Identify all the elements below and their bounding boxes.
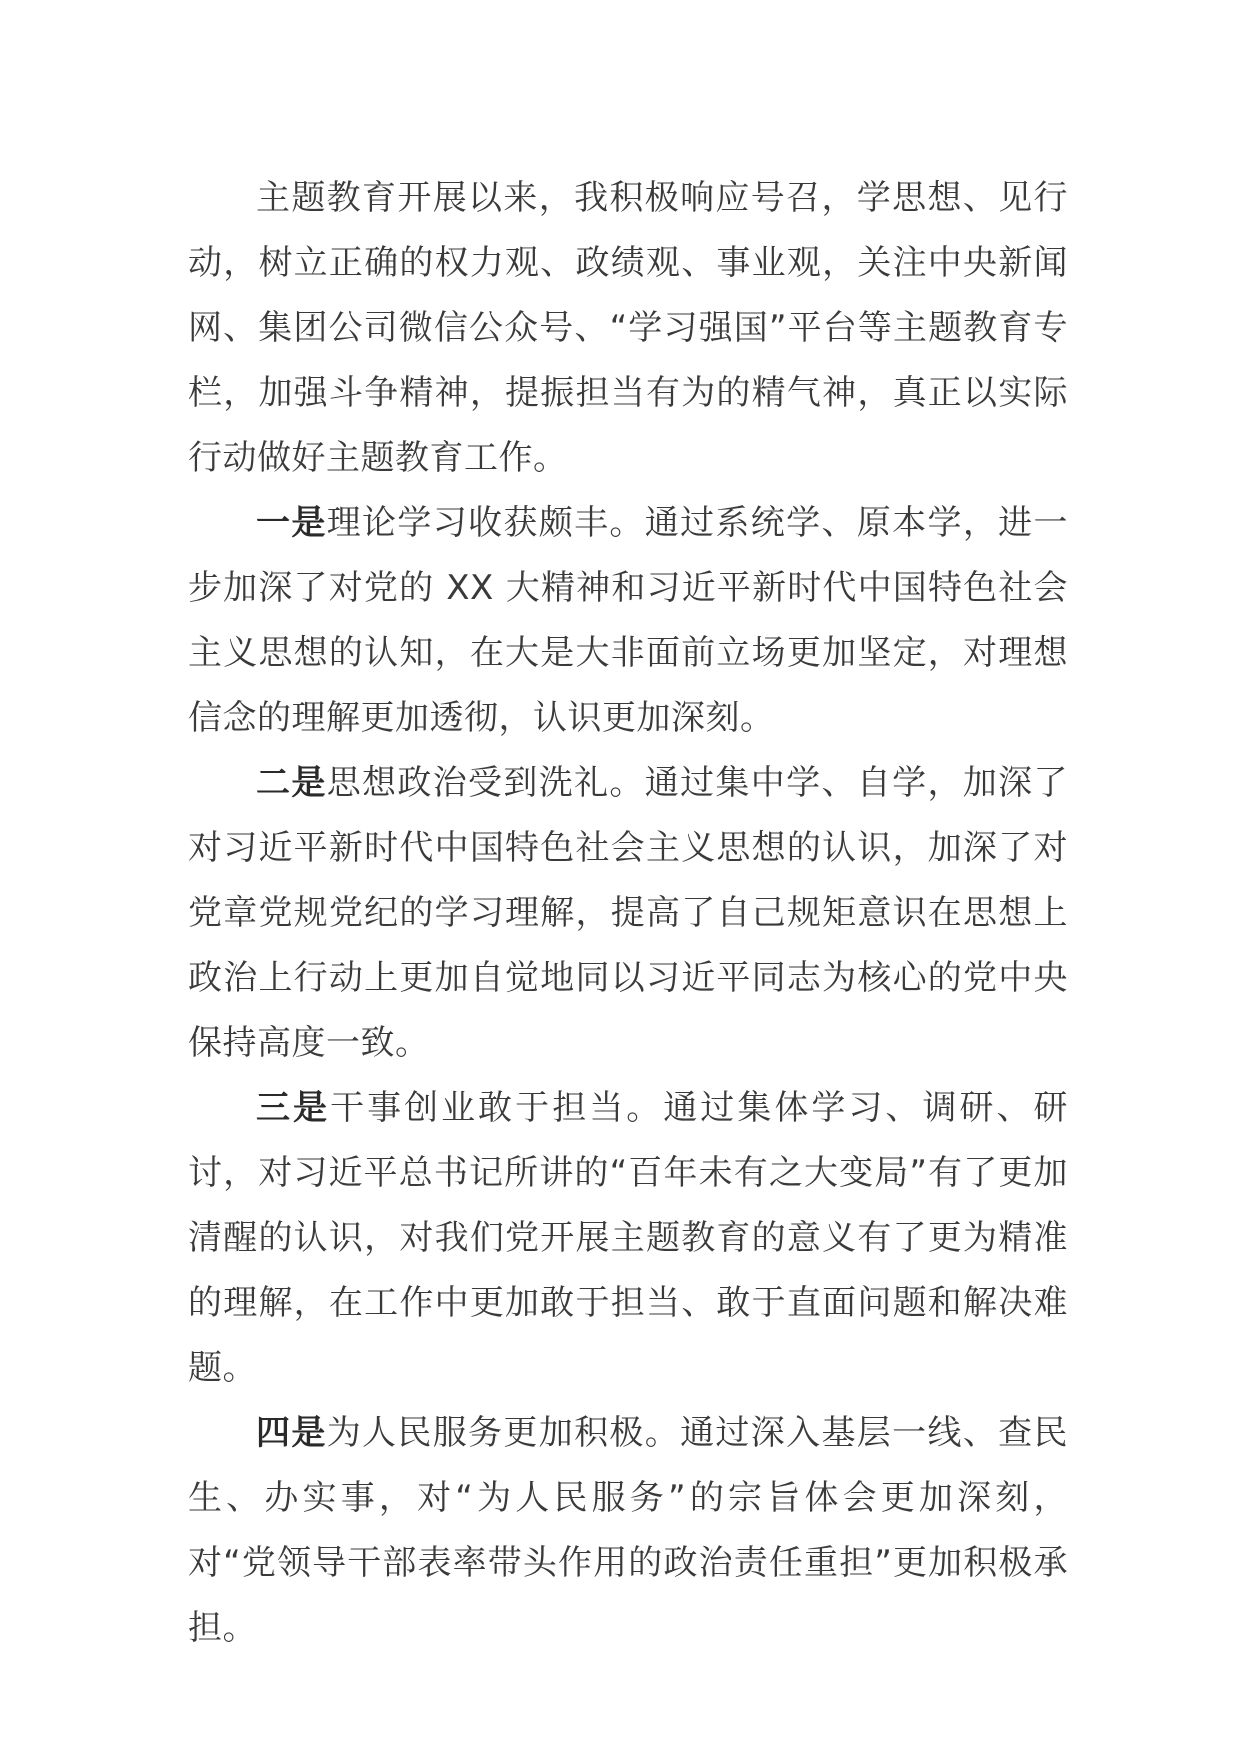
paragraph-point-two — [188, 751, 1068, 1076]
paragraph-text: 主题教育开展以来，我积极响应号召，学思想、见行动，树立正确的权力观、政绩观、事业观，关注中央新闻网、集团公司微信公众号、“学习强国”平台等主题教育专栏，加强斗争精神，提振担当有为的精气神，真正以实际行动做好主题教育工作。 — [188, 178, 1068, 478]
paragraph-text: 为人民服务更加积极。通过深入基层一线、查民生、办实事，对“为人民服务”的宗旨体会更加深刻，对“党领导干部表率带头作用的政治责任重担”更加积极承担。 — [188, 1413, 1069, 1648]
paragraph-lead: 一是 — [256, 503, 327, 543]
paragraph-point-three — [188, 1076, 1068, 1401]
paragraph-lead: 三是 — [256, 1088, 331, 1128]
paragraph-text: 干事创业敢于担当。通过集体学习、调研、研讨，对习近平总书记所讲的“百年未有之大变局”有了更加清醒的认识，对我们党开展主题教育的意义有了更为精准的理解，在工作中更加敢于担当、敢于直面问题和解决难题。 — [188, 1088, 1069, 1388]
paragraph-point-four — [188, 1401, 1068, 1661]
paragraph-text: 理论学习收获颇丰。通过系统学、原本学，进一步加深了对党的 XX 大精神和习近平新时代中国特色社会主义思想的认知，在大是大非面前立场更加坚定，对理想信念的理解更加透彻，认识更加深刻。 — [188, 503, 1069, 738]
paragraph-text: 思想政治受到洗礼。通过集中学、自学，加深了对习近平新时代中国特色社会主义思想的认识，加深了对党章党规党纪的学习理解，提高了自己规矩意识在思想上政治上行动上更加自觉地同以习近平同志为核心的党中央保持高度一致。 — [188, 763, 1069, 1063]
document-body — [188, 166, 1068, 1661]
paragraph-lead: 二是 — [256, 763, 327, 803]
paragraph-point-one — [188, 491, 1068, 751]
paragraph-intro — [188, 166, 1068, 491]
paragraph-lead: 四是 — [256, 1413, 327, 1453]
